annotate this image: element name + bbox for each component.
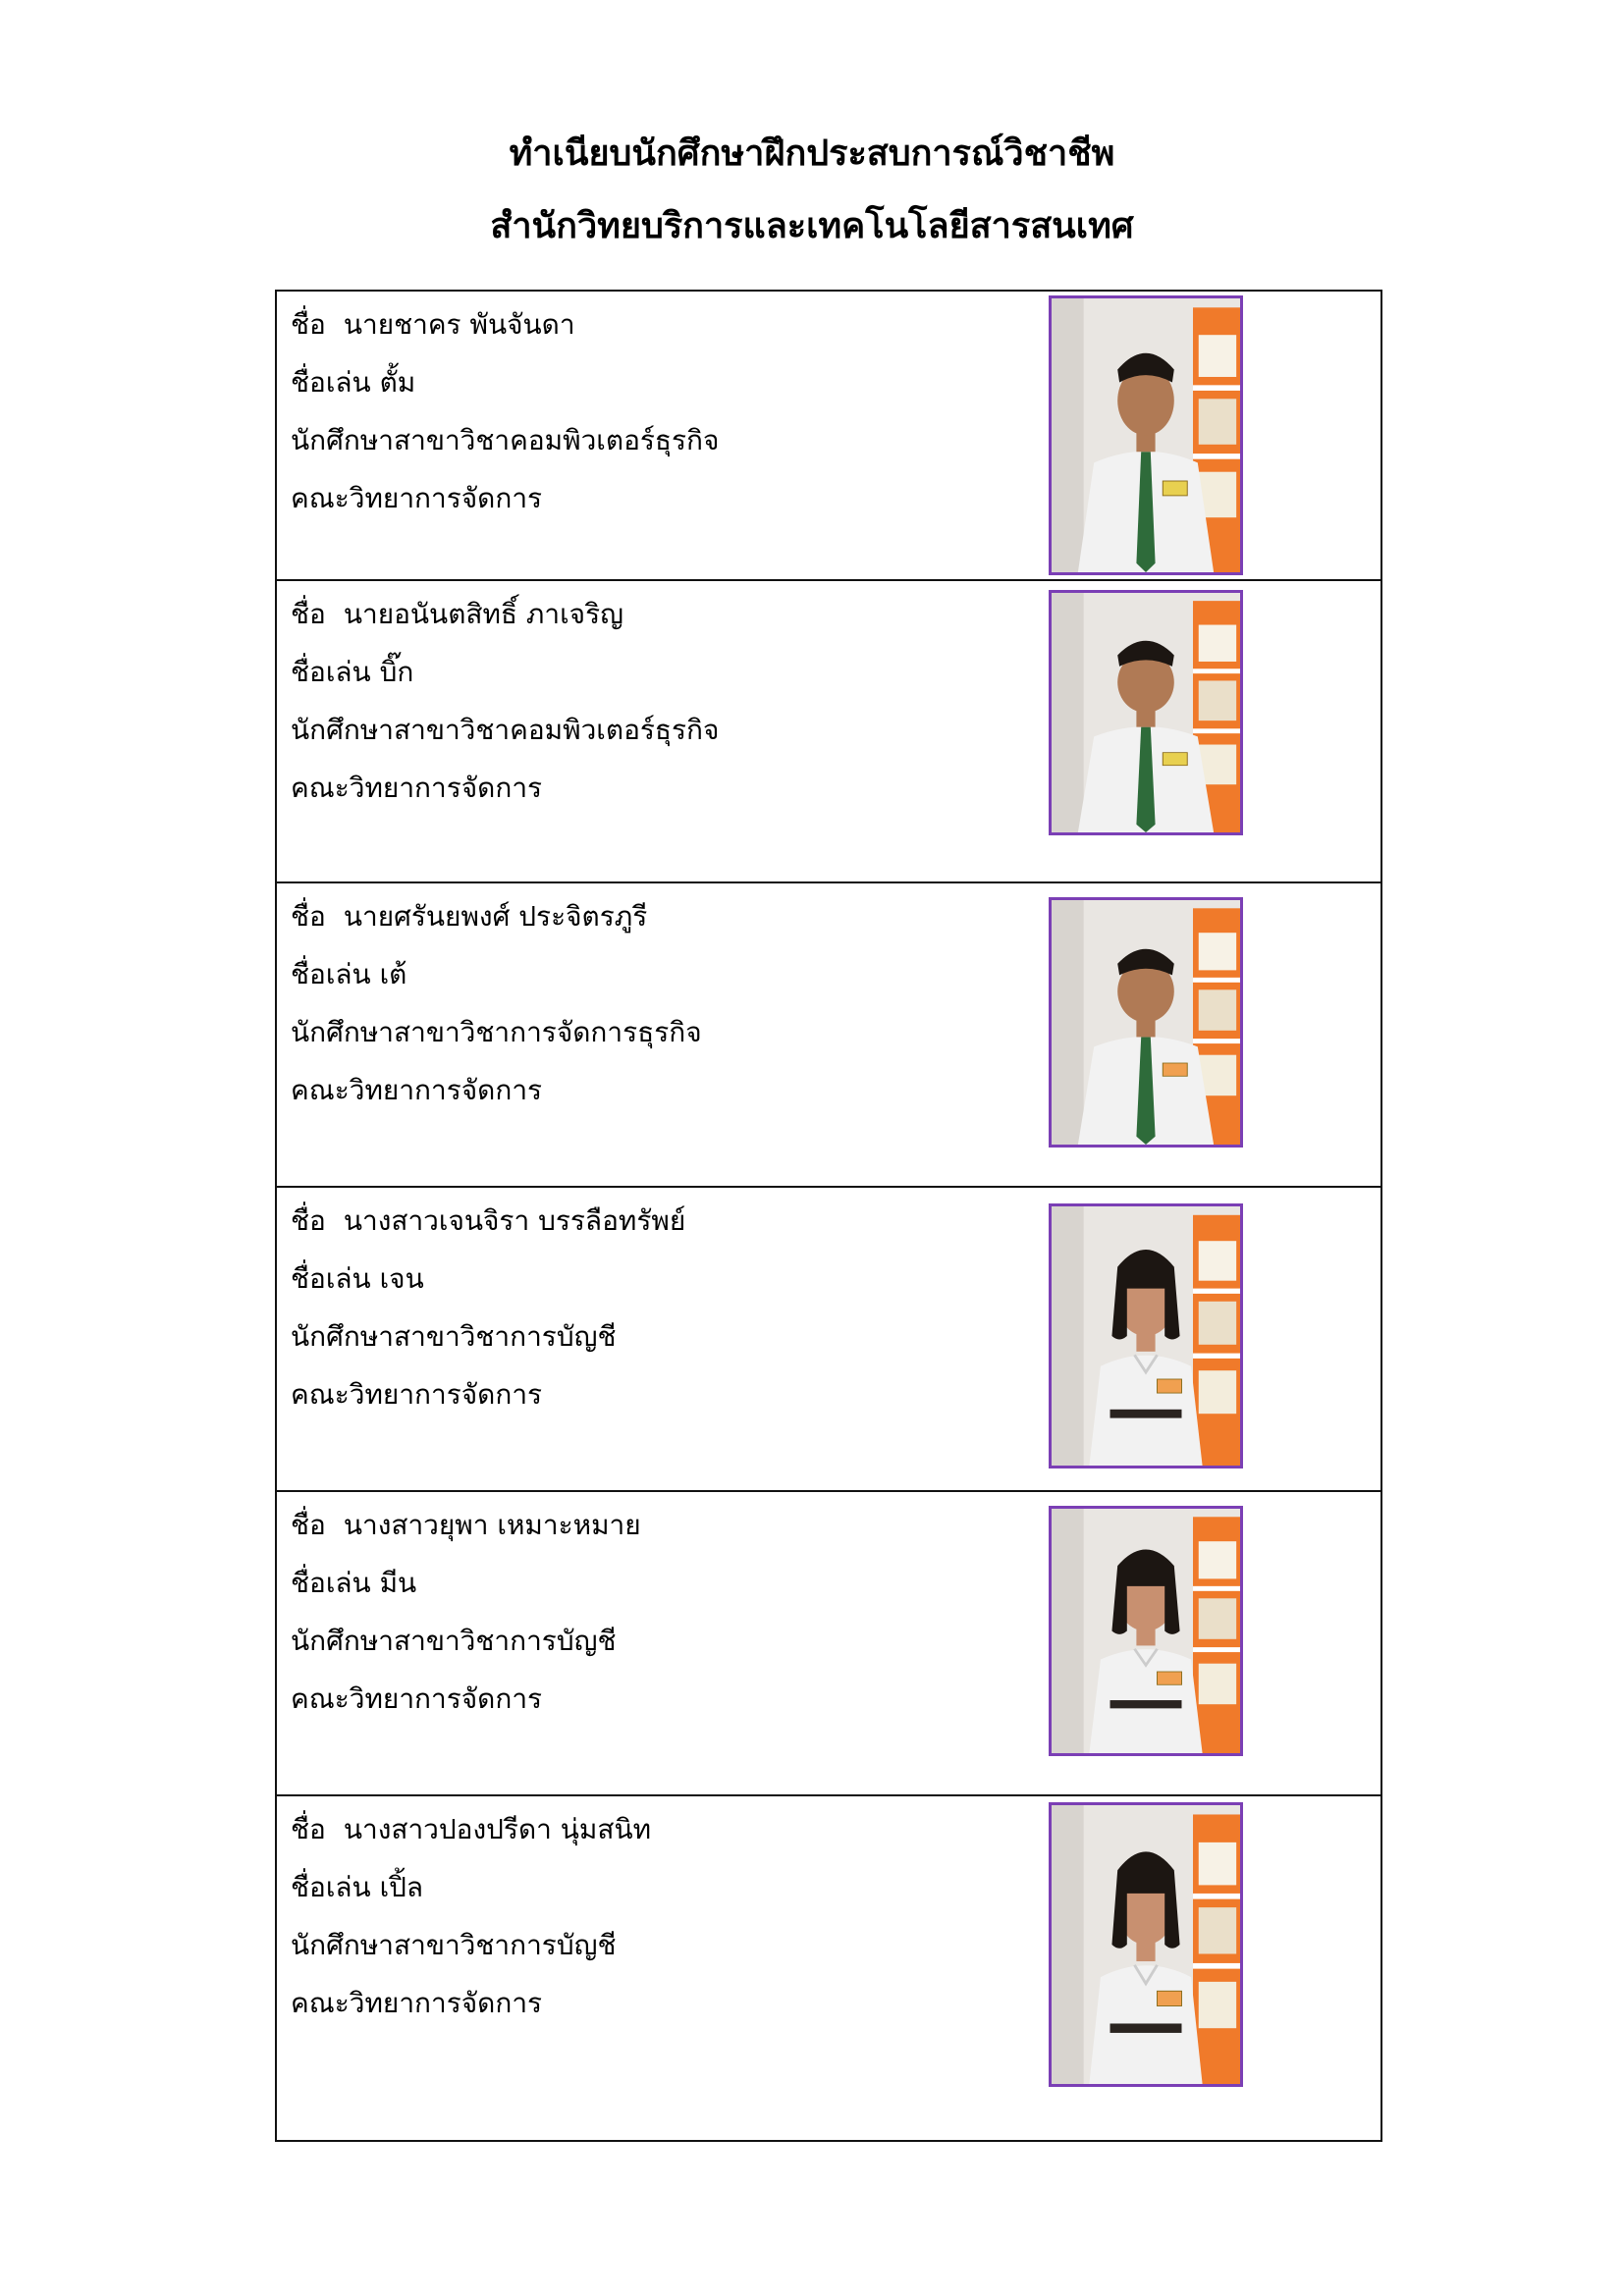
student-info: [291, 1800, 651, 2032]
student-photo: [1049, 1203, 1243, 1468]
student-row: [277, 292, 1380, 581]
student-nickname: ชื่อเล่น เต้: [291, 958, 407, 990]
name-label: ชื่อ: [291, 1204, 326, 1237]
student-row: [277, 1796, 1380, 2140]
student-major: นักศึกษาสาขาวิชาการบัญชี: [291, 1625, 617, 1657]
student-row: [277, 883, 1380, 1188]
student-nickname: ชื่อเล่น เปิ้ล: [291, 1871, 424, 1903]
student-row: [277, 581, 1380, 883]
student-photo: [1049, 897, 1243, 1148]
student-photo: [1049, 1506, 1243, 1756]
student-name-line: [291, 887, 702, 945]
name-label: ชื่อ: [291, 308, 326, 341]
student-info: [291, 295, 719, 527]
student-major: นักศึกษาสาขาวิชาการจัดการธุรกิจ: [291, 1016, 702, 1048]
student-name: นายอนันตสิทธิ์ ภาเจริญ: [343, 598, 623, 630]
document-subtitle: สำนักวิทยบริการและเทคโนโลยีสารสนเทศ: [490, 206, 1134, 246]
student-nickname: ชื่อเล่น ตั้ม: [291, 366, 416, 399]
student-row: [277, 1492, 1380, 1796]
student-name-line: [291, 1800, 651, 1858]
student-major: นักศึกษาสาขาวิชาคอมพิวเตอร์ธุรกิจ: [291, 424, 720, 456]
student-nickname: ชื่อเล่น มีน: [291, 1567, 417, 1599]
student-name: นางสาวยุพา เหมาะหมาย: [343, 1509, 641, 1541]
student-name-line: [291, 1192, 685, 1250]
name-label: ชื่อ: [291, 598, 326, 630]
student-name-line: [291, 1496, 641, 1554]
name-label: ชื่อ: [291, 1813, 326, 1845]
student-name: นายศรันยพงศ์ ประจิตรภูรี: [343, 900, 648, 933]
student-info: [291, 887, 702, 1119]
document-header: [0, 118, 1624, 263]
student-major: นักศึกษาสาขาวิชาการบัญชี: [291, 1320, 617, 1353]
student-major: นักศึกษาสาขาวิชาการบัญชี: [291, 1929, 617, 1961]
name-label: ชื่อ: [291, 1509, 326, 1541]
student-faculty: คณะวิทยาการจัดการ: [291, 1378, 543, 1411]
student-faculty: คณะวิทยาการจัดการ: [291, 1682, 543, 1715]
student-photo: [1049, 590, 1243, 835]
student-major: นักศึกษาสาขาวิชาคอมพิวเตอร์ธุรกิจ: [291, 714, 720, 746]
student-faculty: คณะวิทยาการจัดการ: [291, 772, 543, 804]
document-title: ทำเนียบนักศึกษาฝึกประสบการณ์วิชาชีพ: [509, 133, 1115, 174]
student-row: [277, 1188, 1380, 1492]
student-name: นางสาวเจนจิรา บรรลือทรัพย์: [343, 1204, 686, 1237]
student-name-line: [291, 585, 719, 643]
student-info: [291, 585, 719, 817]
student-name: นางสาวปองปรีดา นุ่มสนิท: [343, 1813, 652, 1845]
student-name-line: [291, 295, 719, 353]
student-info: [291, 1496, 641, 1728]
student-info: [291, 1192, 685, 1423]
student-photo: [1049, 1802, 1243, 2087]
student-roster-table: [275, 290, 1382, 2142]
student-photo: [1049, 295, 1243, 575]
name-label: ชื่อ: [291, 900, 326, 933]
student-faculty: คณะวิทยาการจัดการ: [291, 1987, 543, 2019]
student-faculty: คณะวิทยาการจัดการ: [291, 1074, 543, 1106]
student-faculty: คณะวิทยาการจัดการ: [291, 482, 543, 514]
student-nickname: ชื่อเล่น เจน: [291, 1262, 424, 1295]
student-nickname: ชื่อเล่น บิ๊ก: [291, 656, 414, 688]
student-name: นายชาคร พันจันดา: [343, 308, 575, 341]
